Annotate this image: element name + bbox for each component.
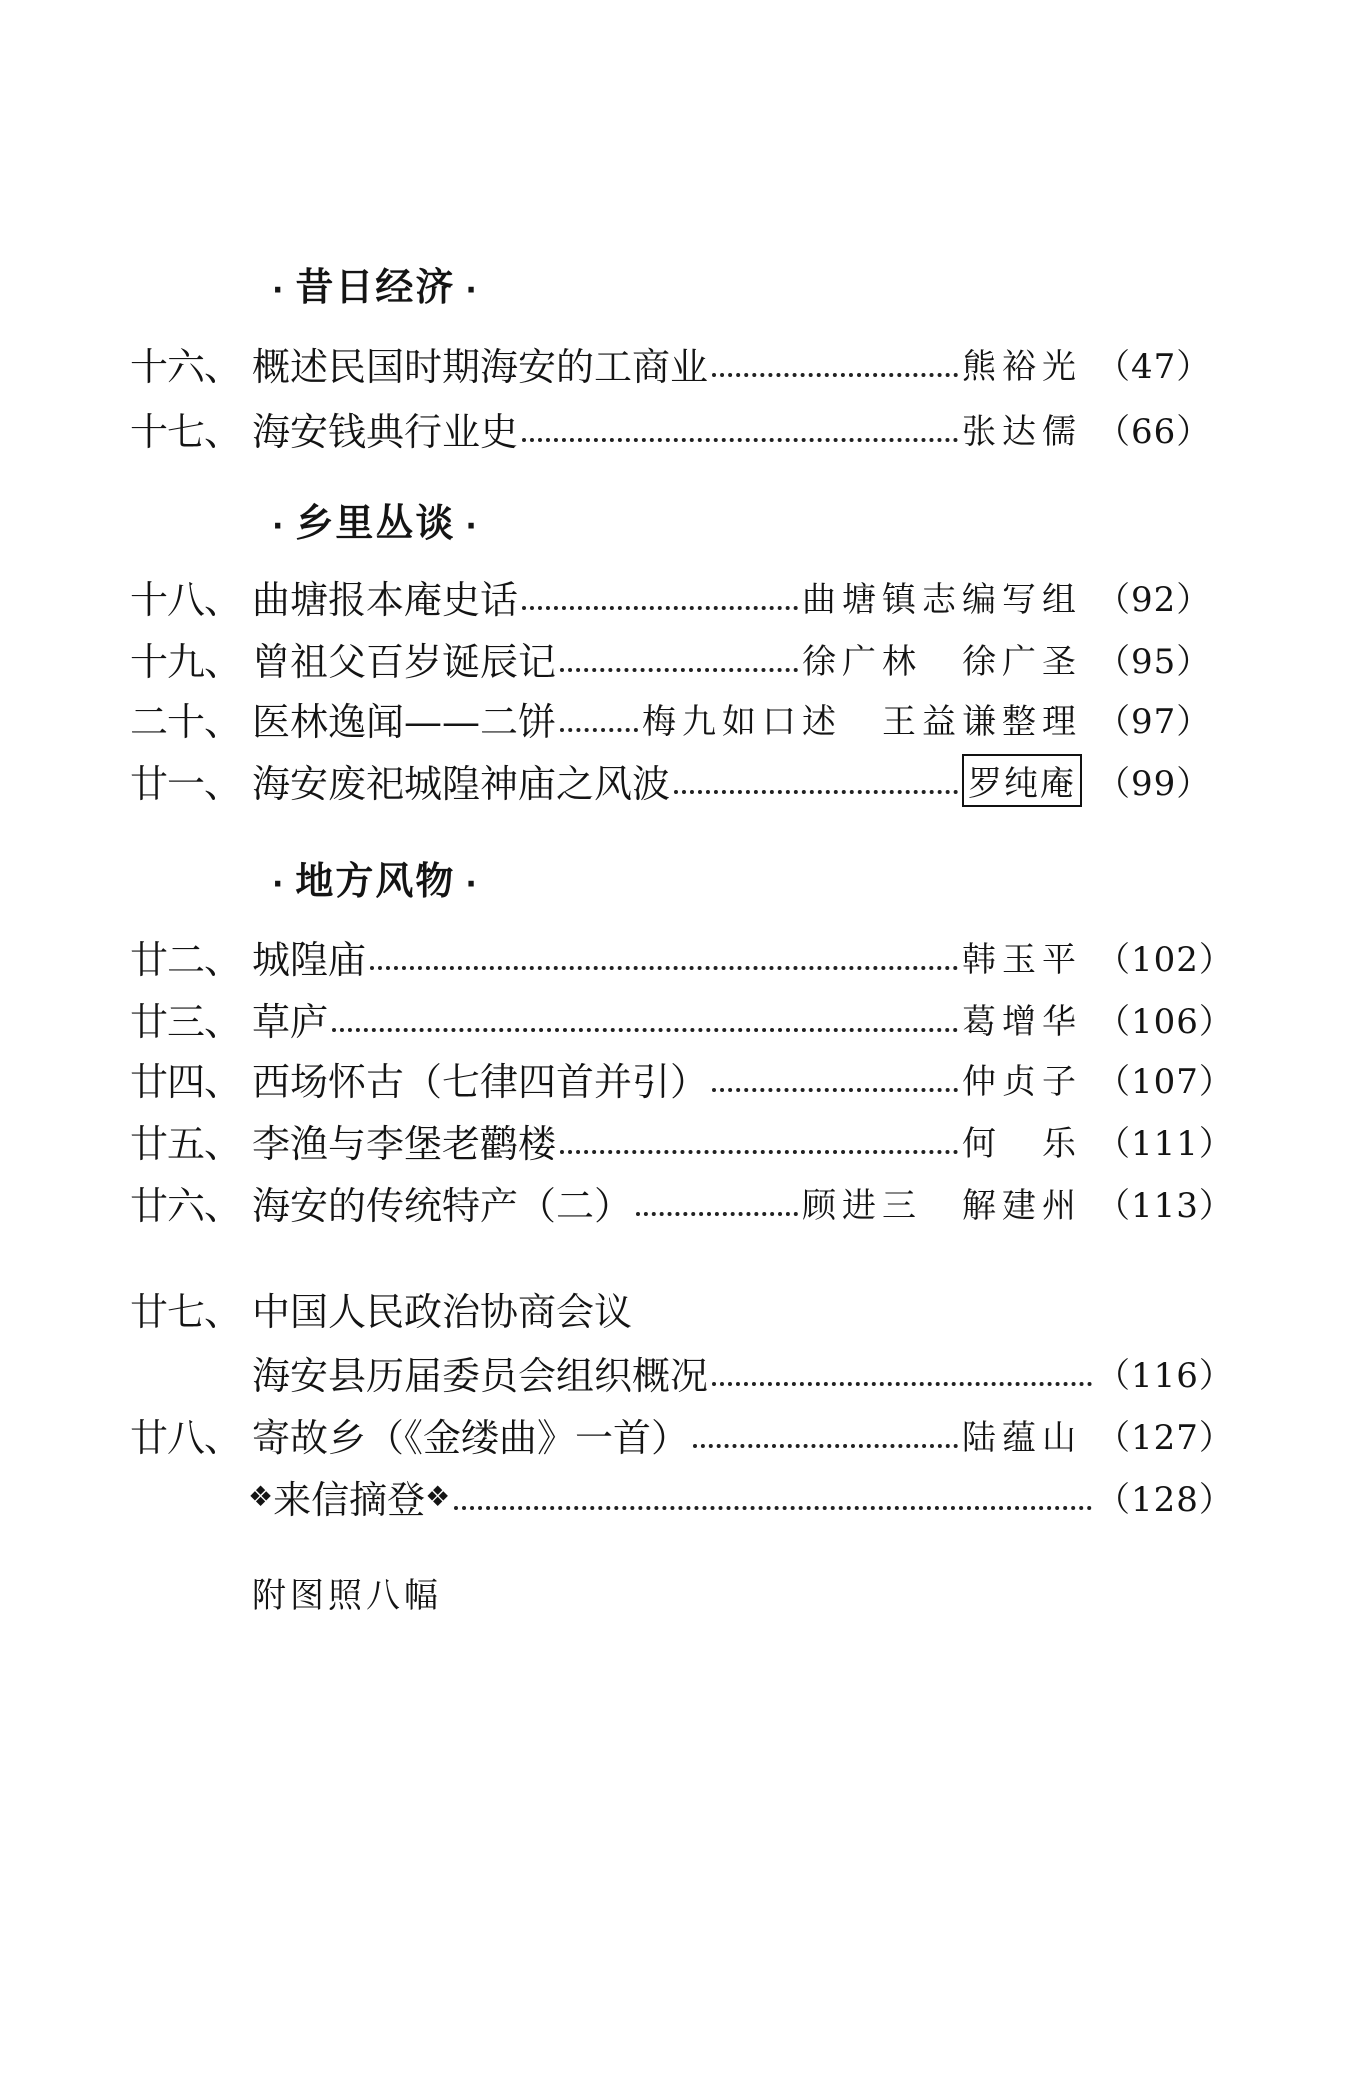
- entry-author: 张达儒: [962, 411, 1082, 452]
- dot-leader: [522, 570, 798, 622]
- entry-title: 西场怀古（七律四首并引）: [252, 1059, 709, 1104]
- entry-page-number: （92）: [1096, 579, 1212, 620]
- entry-number: 廿七、: [130, 1289, 242, 1334]
- entry-author: 韩玉平: [962, 939, 1082, 980]
- dot-leader: [560, 1114, 958, 1166]
- entry-author: 何 乐: [962, 1123, 1082, 1164]
- entry-title: 曾祖父百岁诞辰记: [252, 639, 557, 684]
- entry-number: 廿一、: [130, 761, 242, 806]
- toc-entry[interactable]: [130, 1176, 1234, 1228]
- dot-leader: [332, 992, 958, 1044]
- dot-leader: [693, 1408, 958, 1460]
- entry-page-number: （111）: [1096, 1123, 1234, 1164]
- entry-title: 海安的传统特产（二）: [252, 1183, 633, 1228]
- entry-author: 葛增华: [962, 1001, 1082, 1042]
- entry-number: 廿四、: [130, 1059, 242, 1104]
- section-heading-local-talks: · 乡里丛谈 ·: [272, 501, 479, 545]
- entry-page-number: （107）: [1096, 1061, 1234, 1102]
- entry-author: 顾进三 解建州: [802, 1185, 1082, 1226]
- entry-title-continued: 海安县历届委员会组织概况: [252, 1353, 709, 1398]
- entry-number: 廿八、: [130, 1415, 242, 1460]
- toc-entry[interactable]: [130, 632, 1212, 684]
- entry-title: 海安废祀城隍神庙之风波: [252, 761, 671, 806]
- entry-page-number: （95）: [1096, 641, 1212, 682]
- entry-number: 十九、: [130, 639, 242, 684]
- entry-title: 李渔与李堡老鹳楼: [252, 1121, 557, 1166]
- toc-entry[interactable]: [130, 402, 1212, 454]
- toc-entry-continuation[interactable]: [252, 1346, 1234, 1398]
- entry-page-number: （106）: [1096, 1001, 1234, 1042]
- toc-entry[interactable]: [130, 754, 1212, 806]
- section-heading-economy: · 昔日经济 ·: [272, 265, 479, 309]
- entry-title: 海安钱典行业史: [252, 409, 519, 454]
- entry-author: 徐广林 徐广圣: [802, 641, 1082, 682]
- entry-page-number: （102）: [1096, 939, 1234, 980]
- dot-leader: [370, 930, 958, 982]
- toc-entry[interactable]: [130, 1114, 1234, 1166]
- toc-entry[interactable]: [130, 930, 1234, 982]
- entry-page-number: （116）: [1096, 1355, 1234, 1396]
- section-heading-local-customs: · 地方风物 ·: [272, 859, 479, 903]
- entry-page-number: （113）: [1096, 1185, 1234, 1226]
- dot-leader: [712, 337, 958, 389]
- toc-entry[interactable]: [130, 692, 1212, 744]
- toc-entry[interactable]: [130, 1052, 1234, 1104]
- toc-entry[interactable]: [130, 337, 1212, 389]
- entry-page-number: （127）: [1096, 1417, 1234, 1458]
- diamond-ornament-icon: ❖: [425, 1479, 451, 1513]
- entry-author: 仲贞子: [962, 1061, 1082, 1102]
- entry-number: 廿二、: [130, 937, 242, 982]
- toc-entry[interactable]: [130, 1282, 1200, 1334]
- dot-leader: [712, 1346, 1092, 1398]
- entry-page-number: （128）: [1096, 1479, 1234, 1520]
- entry-title: 概述民国时期海安的工商业: [252, 344, 709, 389]
- entry-author: 陆蕴山: [962, 1417, 1082, 1458]
- toc-entry[interactable]: [130, 992, 1234, 1044]
- entry-number: 廿三、: [130, 999, 242, 1044]
- entry-title: 草庐: [252, 999, 329, 1044]
- entry-page-number: （66）: [1096, 411, 1212, 452]
- dot-leader: [522, 402, 958, 454]
- entry-number: 十七、: [130, 409, 242, 454]
- entry-number: 十八、: [130, 577, 242, 622]
- dot-leader: [560, 692, 638, 744]
- entry-title: 寄故乡（《金缕曲》一首）: [252, 1415, 690, 1460]
- toc-entry[interactable]: [130, 1408, 1234, 1460]
- entry-page-number: （99）: [1096, 763, 1212, 804]
- toc-entry[interactable]: [130, 570, 1212, 622]
- entry-number: 二十、: [130, 699, 242, 744]
- entry-author: 曲塘镇志编写组: [802, 579, 1082, 620]
- entry-title: 来信摘登: [273, 1477, 426, 1522]
- entry-number: 廿五、: [130, 1121, 242, 1166]
- appendix-note: 附图照八幅: [252, 1576, 442, 1616]
- dot-leader: [560, 632, 798, 684]
- entry-title: 城隍庙: [252, 937, 367, 982]
- entry-author: 罗纯庵: [962, 754, 1082, 807]
- entry-title: 曲塘报本庵史话: [252, 577, 519, 622]
- entry-number: 廿六、: [130, 1183, 242, 1228]
- toc-entry-letters[interactable]: [248, 1470, 1234, 1522]
- dot-leader: [674, 754, 958, 806]
- entry-page-number: （47）: [1096, 346, 1212, 387]
- entry-author: 熊裕光: [962, 346, 1082, 387]
- entry-number: 十六、: [130, 344, 242, 389]
- dot-leader: [712, 1052, 958, 1104]
- dot-leader: [636, 1176, 798, 1228]
- entry-author: 梅九如口述 王益谦整理: [642, 701, 1082, 742]
- entry-title: 医林逸闻——二饼: [252, 699, 557, 744]
- diamond-ornament-icon: ❖: [248, 1479, 274, 1513]
- entry-title: 中国人民政治协商会议: [252, 1289, 633, 1334]
- dot-leader: [454, 1470, 1092, 1522]
- entry-page-number: （97）: [1096, 701, 1212, 742]
